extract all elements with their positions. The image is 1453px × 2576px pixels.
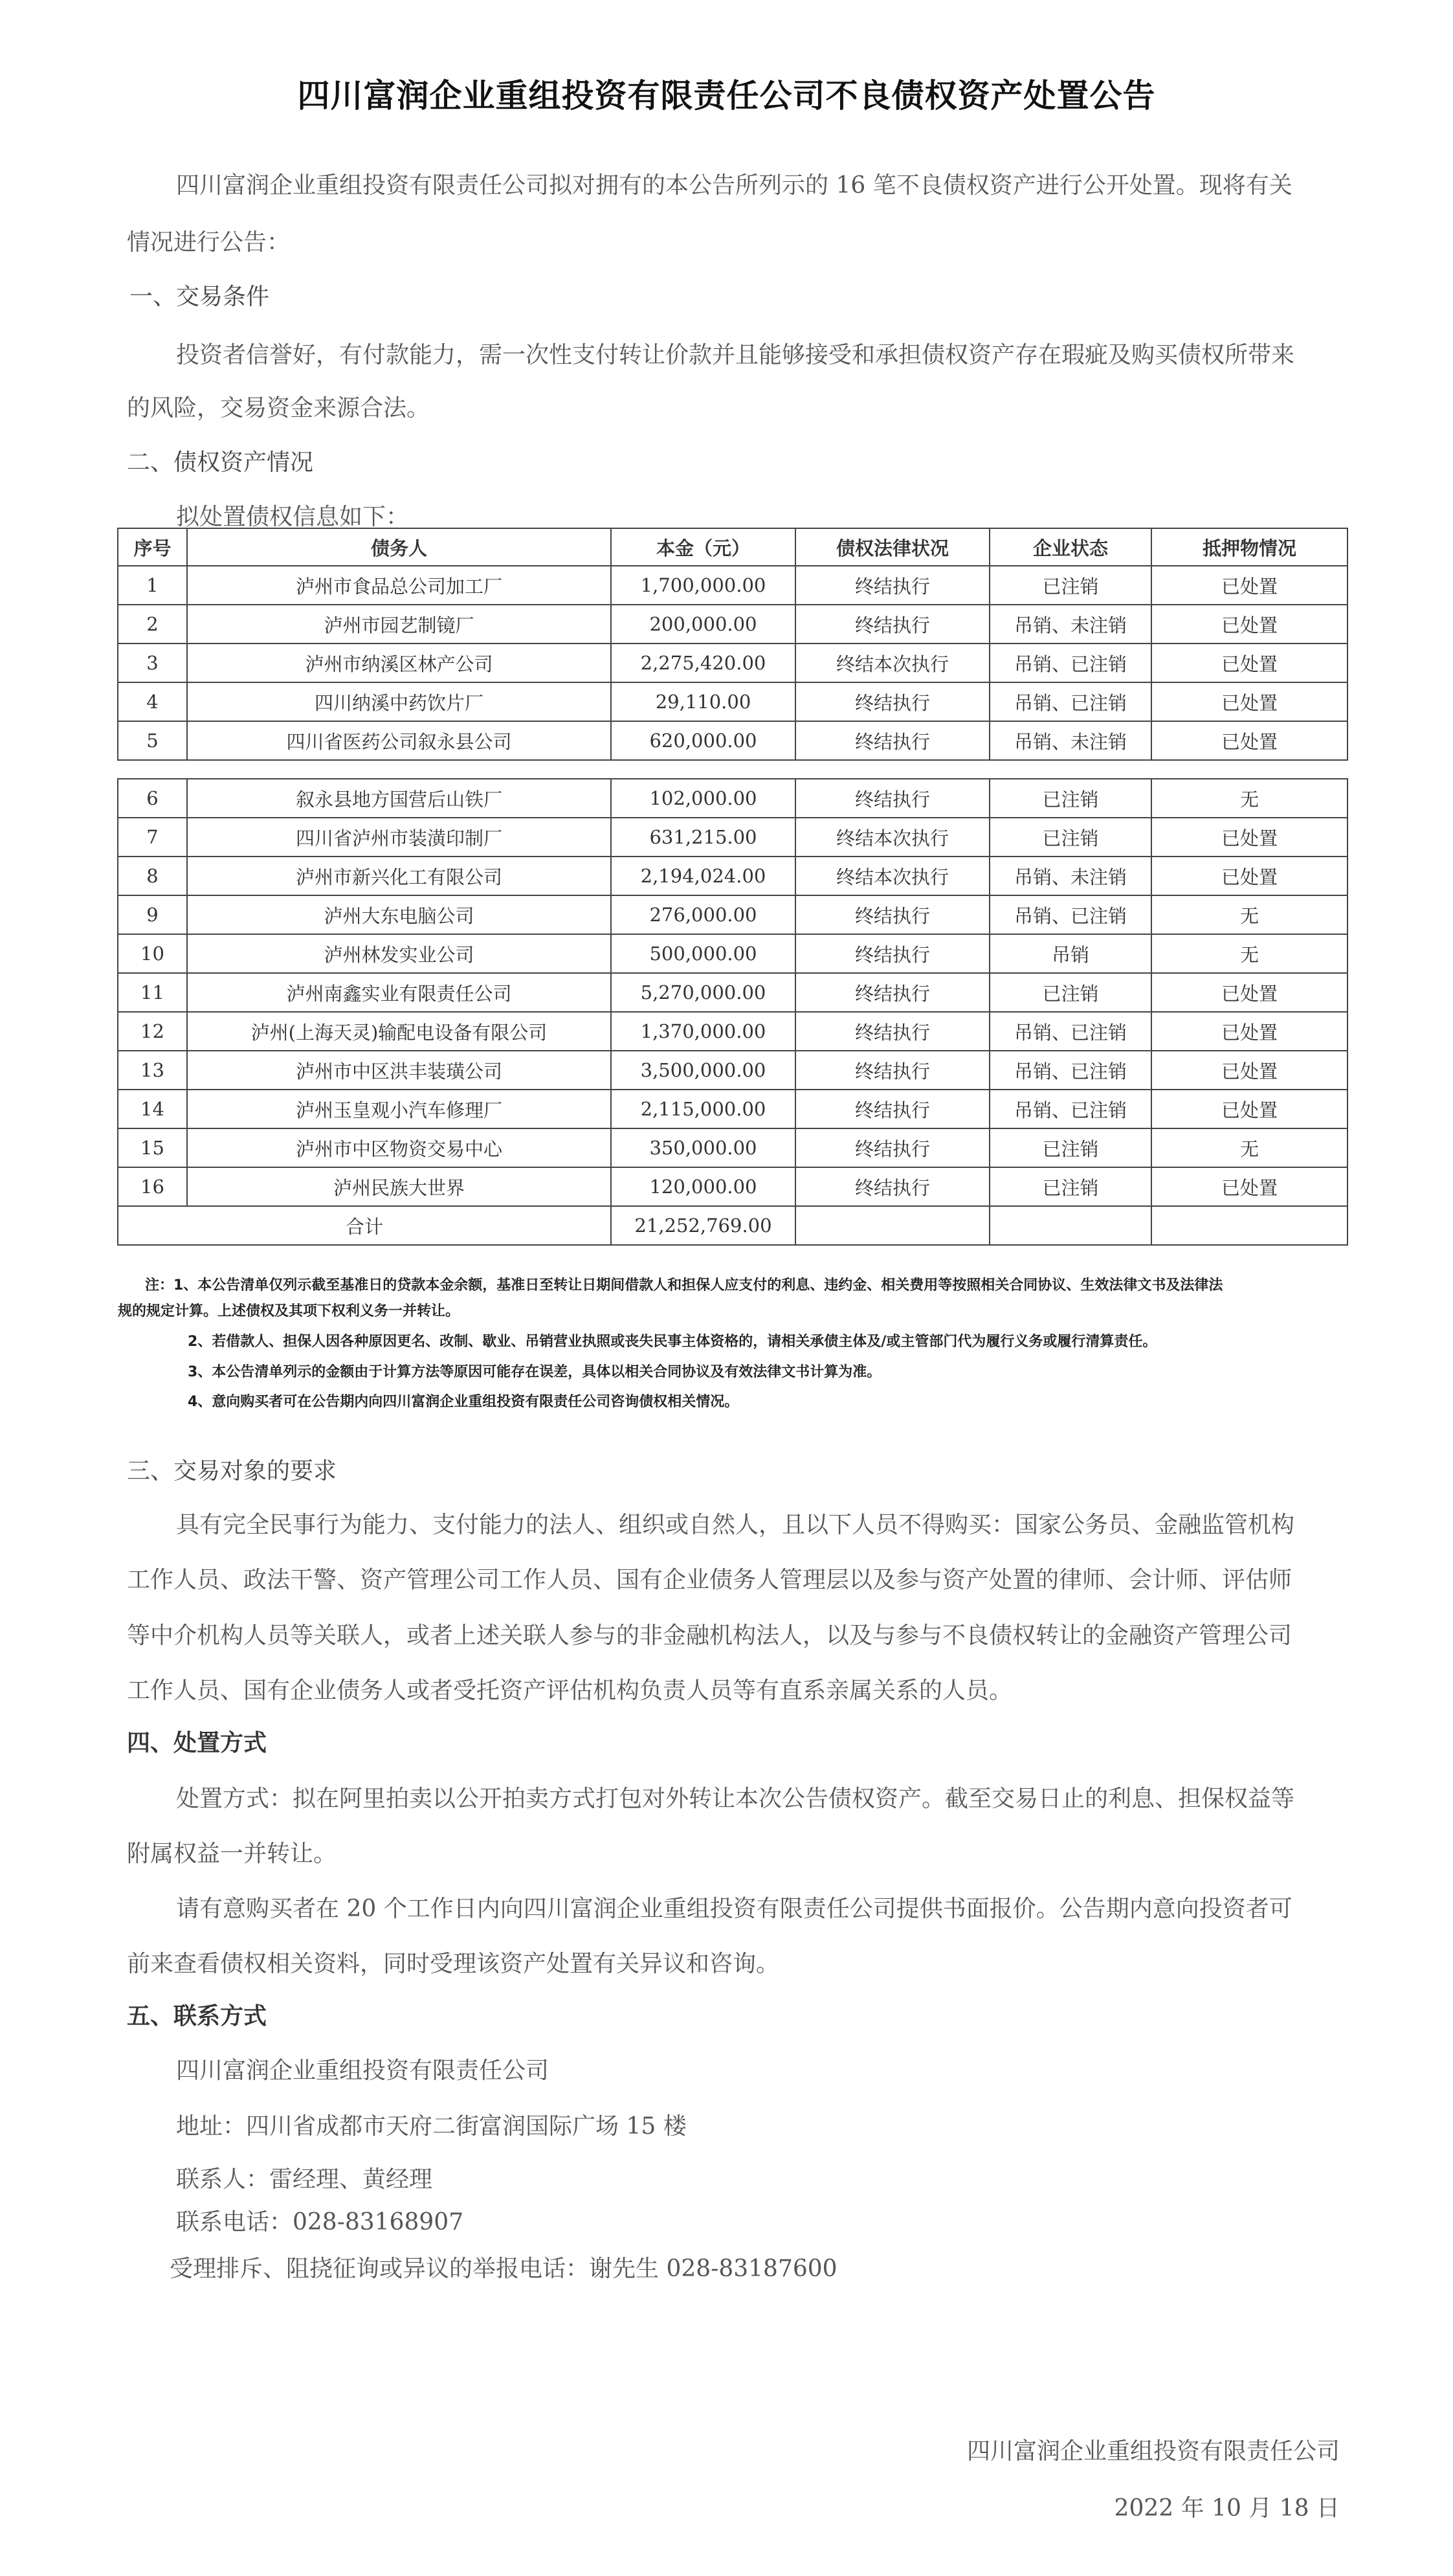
debt-table-part-a <box>117 528 1348 761</box>
total-value: 21,252,769.00 <box>611 1206 795 1245</box>
note-4: 4、意向购买者可在公告期内向四川富润企业重组投资有限责任公司咨询债权相关情况。 <box>188 1394 739 1410</box>
cell-seq: 5 <box>118 721 187 760</box>
cell-company-status: 吊销 <box>990 934 1151 973</box>
cell-company-status: 吊销、已注销 <box>990 644 1151 682</box>
cell-collateral: 无 <box>1151 895 1348 934</box>
cell-collateral: 无 <box>1151 934 1348 973</box>
section-3-line-2: 工作人员、政法干警、资产管理公司工作人员、国有企业债务人管理层以及参与资产处置的律师、会计师、评估师 <box>127 1567 1292 1593</box>
cell-legal-status: 终结执行 <box>795 682 990 721</box>
contact-company: 四川富润企业重组投资有限责任公司 <box>176 2057 549 2084</box>
cell-collateral: 已处置 <box>1151 566 1348 605</box>
table-header-row <box>118 528 1348 566</box>
cell-debtor: 四川省泸州市装潢印制厂 <box>187 818 611 857</box>
cell-debtor: 泸州市新兴化工有限公司 <box>187 857 611 895</box>
cell-company-status: 吊销、未注销 <box>990 721 1151 760</box>
header-collateral: 抵押物情况 <box>1151 528 1348 566</box>
table-row <box>118 857 1348 895</box>
cell-debtor: 泸州市食品总公司加工厂 <box>187 566 611 605</box>
note-1-line-a: 注：1、本公告清单仅列示截至基准日的贷款本金余额，基准日至转让日期间借款人和担保人应支付的利息、违约金、相关费用等按照相关合同协议、生效法律文书及法律法 <box>145 1277 1223 1294</box>
cell-debtor: 泸州南鑫实业有限责任公司 <box>187 973 611 1012</box>
section-3-line-4: 工作人员、国有企业债务人或者受托资产评估机构负责人员等有直系亲属关系的人员。 <box>127 1677 1013 1704</box>
table-row <box>118 779 1348 818</box>
cell-collateral: 已处置 <box>1151 1051 1348 1090</box>
section-3-line-3: 等中介机构人员等关联人，或者上述关联人参与的非金融机构法人，以及与参与不良债权转让的金融资产管理公司 <box>127 1622 1292 1649</box>
section-5-heading: 五、联系方式 <box>127 2002 267 2030</box>
section-4-p1-line-1: 处置方式：拟在阿里拍卖以公开拍卖方式打包对外转让本次公告债权资产。截至交易日止的利息、担保权益等 <box>176 1786 1295 1812</box>
table-row <box>118 566 1348 605</box>
cell-principal: 350,000.00 <box>611 1128 795 1167</box>
cell-principal: 5,270,000.00 <box>611 973 795 1012</box>
cell-legal-status: 终结执行 <box>795 1128 990 1167</box>
cell-debtor: 叙永县地方国营后山铁厂 <box>187 779 611 818</box>
intro-line-1: 四川富润企业重组投资有限责任公司拟对拥有的本公告所列示的 16 笔不良债权资产进行公开处置。现将有关 <box>176 172 1292 199</box>
header-legal-status: 债权法律状况 <box>795 528 990 566</box>
cell-company-status: 吊销、未注销 <box>990 605 1151 644</box>
cell-seq: 3 <box>118 644 187 682</box>
table-row <box>118 1012 1348 1051</box>
table-row <box>118 644 1348 682</box>
note-2: 2、若借款人、担保人因各种原因更名、改制、歇业、吊销营业执照或丧失民事主体资格的，请相关承债主体及/或主管部门代为履行义务或履行清算责任。 <box>188 1334 1157 1350</box>
cell-company-status: 已注销 <box>990 566 1151 605</box>
cell-legal-status: 终结执行 <box>795 1051 990 1090</box>
section-3-line-1: 具有完全民事行为能力、支付能力的法人、组织或自然人，且以下人员不得购买：国家公务员、金融监管机构 <box>176 1512 1295 1538</box>
cell-seq: 15 <box>118 1128 187 1167</box>
cell-legal-status: 终结本次执行 <box>795 644 990 682</box>
total-empty-cell <box>795 1206 990 1245</box>
note-1 <box>145 1274 1349 1297</box>
cell-debtor: 四川纳溪中药饮片厂 <box>187 682 611 721</box>
cell-seq: 6 <box>118 779 187 818</box>
cell-legal-status: 终结执行 <box>795 934 990 973</box>
intro-line-2: 情况进行公告： <box>127 229 291 256</box>
cell-legal-status: 终结执行 <box>795 1167 990 1206</box>
cell-legal-status: 终结执行 <box>795 1012 990 1051</box>
table-row <box>118 973 1348 1012</box>
cell-debtor: 泸州市园艺制镜厂 <box>187 605 611 644</box>
cell-legal-status: 终结执行 <box>795 895 990 934</box>
section-1-line-2: 的风险，交易资金来源合法。 <box>127 395 430 421</box>
section-2-lead: 拟处置债权信息如下： <box>176 504 410 530</box>
cell-company-status: 吊销、已注销 <box>990 1090 1151 1128</box>
table-row <box>118 1128 1348 1167</box>
cell-collateral: 已处置 <box>1151 1012 1348 1051</box>
total-row <box>118 1206 1348 1245</box>
contact-phone: 联系电话：028-83168907 <box>176 2209 464 2235</box>
table-row <box>118 605 1348 644</box>
cell-collateral: 已处置 <box>1151 721 1348 760</box>
cell-collateral: 无 <box>1151 1128 1348 1167</box>
report-phone: 受理排斥、阻挠征询或异议的举报电话：谢先生 028-83187600 <box>170 2256 837 2282</box>
header-seq: 序号 <box>118 528 187 566</box>
cell-legal-status: 终结执行 <box>795 1090 990 1128</box>
contact-person: 联系人：雷经理、黄经理 <box>176 2166 433 2193</box>
table-row <box>118 721 1348 760</box>
cell-company-status: 吊销、已注销 <box>990 1012 1151 1051</box>
cell-principal: 200,000.00 <box>611 605 795 644</box>
cell-seq: 9 <box>118 895 187 934</box>
cell-seq: 7 <box>118 818 187 857</box>
table-row <box>118 1051 1348 1090</box>
cell-principal: 1,700,000.00 <box>611 566 795 605</box>
cell-collateral: 已处置 <box>1151 1090 1348 1128</box>
cell-collateral: 已处置 <box>1151 973 1348 1012</box>
total-label: 合计 <box>118 1206 611 1245</box>
section-4-heading: 四、处置方式 <box>127 1729 267 1756</box>
section-1-heading: 一、交易条件 <box>129 284 270 310</box>
cell-principal: 1,370,000.00 <box>611 1012 795 1051</box>
cell-principal: 29,110.00 <box>611 682 795 721</box>
section-1-line-1: 投资者信誉好，有付款能力，需一次性支付转让价款并且能够接受和承担债权资产存在瑕疵及购买债权所带来 <box>176 342 1295 368</box>
section-4-p2-line-1: 请有意购买者在 20 个工作日内向四川富润企业重组投资有限责任公司提供书面报价。公告期内意向投资者可 <box>176 1896 1292 1922</box>
cell-principal: 620,000.00 <box>611 721 795 760</box>
section-4-p2-line-2: 前来查看债权相关资料，同时受理该资产处置有关异议和咨询。 <box>127 1951 780 1977</box>
table-row <box>118 1167 1348 1206</box>
page-title: 四川富润企业重组投资有限责任公司不良债权资产处置公告 <box>297 77 1156 115</box>
note-1-line-b: 规的规定计算。上述债权及其项下权利义务一并转让。 <box>118 1303 460 1319</box>
cell-debtor: 泸州大东电脑公司 <box>187 895 611 934</box>
debt-table-part-b <box>117 778 1348 1246</box>
cell-company-status: 吊销、已注销 <box>990 1051 1151 1090</box>
cell-legal-status: 终结本次执行 <box>795 857 990 895</box>
table-row <box>118 934 1348 973</box>
cell-legal-status: 终结执行 <box>795 566 990 605</box>
contact-address: 地址：四川省成都市天府二街富润国际广场 15 楼 <box>176 2113 687 2140</box>
table-row <box>118 682 1348 721</box>
cell-principal: 500,000.00 <box>611 934 795 973</box>
total-empty-cell <box>1151 1206 1348 1245</box>
cell-company-status: 已注销 <box>990 779 1151 818</box>
cell-debtor: 泸州林发实业公司 <box>187 934 611 973</box>
cell-collateral: 已处置 <box>1151 682 1348 721</box>
cell-seq: 16 <box>118 1167 187 1206</box>
cell-company-status: 吊销、已注销 <box>990 682 1151 721</box>
cell-seq: 12 <box>118 1012 187 1051</box>
cell-collateral: 无 <box>1151 779 1348 818</box>
cell-principal: 2,115,000.00 <box>611 1090 795 1128</box>
cell-collateral: 已处置 <box>1151 605 1348 644</box>
cell-collateral: 已处置 <box>1151 644 1348 682</box>
cell-principal: 2,194,024.00 <box>611 857 795 895</box>
header-company-status: 企业状态 <box>990 528 1151 566</box>
cell-legal-status: 终结本次执行 <box>795 818 990 857</box>
cell-principal: 102,000.00 <box>611 779 795 818</box>
signature-date: 2022 年 10 月 18 日 <box>1114 2495 1340 2522</box>
cell-collateral: 已处置 <box>1151 857 1348 895</box>
table-row <box>118 818 1348 857</box>
table-row <box>118 1090 1348 1128</box>
cell-seq: 10 <box>118 934 187 973</box>
header-principal: 本金（元） <box>611 528 795 566</box>
cell-collateral: 已处置 <box>1151 1167 1348 1206</box>
cell-debtor: 泸州市纳溪区林产公司 <box>187 644 611 682</box>
cell-seq: 8 <box>118 857 187 895</box>
cell-debtor: 泸州(上海天灵)输配电设备有限公司 <box>187 1012 611 1051</box>
total-empty-cell <box>990 1206 1151 1245</box>
cell-legal-status: 终结执行 <box>795 779 990 818</box>
cell-principal: 631,215.00 <box>611 818 795 857</box>
cell-company-status: 已注销 <box>990 1128 1151 1167</box>
cell-debtor: 泸州民族大世界 <box>187 1167 611 1206</box>
section-2-heading: 二、债权资产情况 <box>127 449 314 476</box>
cell-company-status: 吊销、未注销 <box>990 857 1151 895</box>
cell-seq: 4 <box>118 682 187 721</box>
cell-seq: 2 <box>118 605 187 644</box>
cell-legal-status: 终结执行 <box>795 973 990 1012</box>
cell-debtor: 四川省医药公司叙永县公司 <box>187 721 611 760</box>
cell-collateral: 已处置 <box>1151 818 1348 857</box>
signature-company: 四川富润企业重组投资有限责任公司 <box>966 2438 1340 2465</box>
cell-company-status: 已注销 <box>990 973 1151 1012</box>
cell-legal-status: 终结执行 <box>795 605 990 644</box>
cell-debtor: 泸州市中区洪丰装璜公司 <box>187 1051 611 1090</box>
cell-debtor: 泸州玉皇观小汽车修理厂 <box>187 1090 611 1128</box>
cell-seq: 11 <box>118 973 187 1012</box>
cell-seq: 1 <box>118 566 187 605</box>
cell-principal: 276,000.00 <box>611 895 795 934</box>
cell-company-status: 吊销、已注销 <box>990 895 1151 934</box>
cell-seq: 13 <box>118 1051 187 1090</box>
cell-legal-status: 终结执行 <box>795 721 990 760</box>
cell-principal: 2,275,420.00 <box>611 644 795 682</box>
cell-company-status: 已注销 <box>990 818 1151 857</box>
table-row <box>118 895 1348 934</box>
header-debtor: 债务人 <box>187 528 611 566</box>
cell-principal: 120,000.00 <box>611 1167 795 1206</box>
note-3: 3、本公告清单列示的金额由于计算方法等原因可能存在误差，具体以相关合同协议及有效法律文书计算为准。 <box>188 1364 882 1380</box>
section-3-heading: 三、交易对象的要求 <box>127 1458 337 1484</box>
cell-debtor: 泸州市中区物资交易中心 <box>187 1128 611 1167</box>
cell-principal: 3,500,000.00 <box>611 1051 795 1090</box>
cell-company-status: 已注销 <box>990 1167 1151 1206</box>
cell-seq: 14 <box>118 1090 187 1128</box>
section-4-p1-line-2: 附属权益一并转让。 <box>127 1841 337 1867</box>
